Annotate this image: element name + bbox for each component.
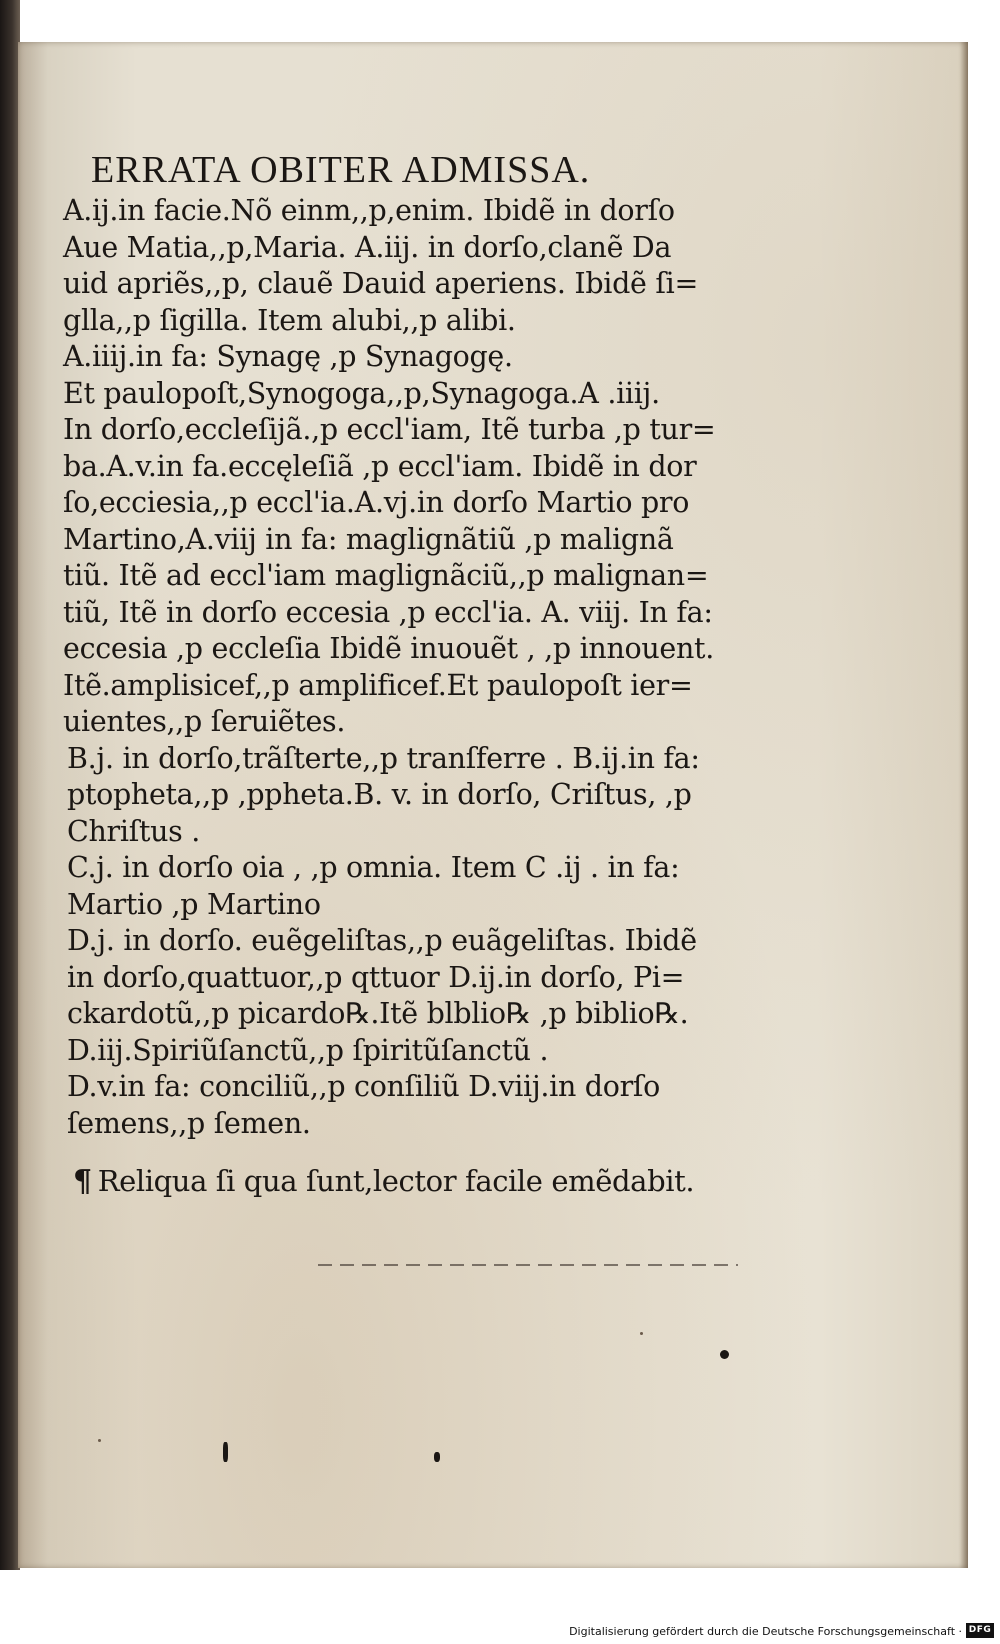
errata-line: tiũ, Itẽ in dorſo eccesia ,p eccl'ia. A. viij. In fa:: [63, 595, 713, 629]
errata-line: in dorſo,quattuor,,p qttuor D.ij.in dorſo, Pi=: [67, 960, 685, 994]
errata-line: A.ij.in facie.Nõ einm,,p,enim. Ibidẽ in dorſo: [63, 194, 675, 227]
errata-line: Martio ,p Martino: [67, 887, 321, 921]
errata-line: In dorſo,eccleſijã.,p eccl'iam, Itẽ turba ,p tur=: [63, 413, 716, 446]
errata-line: ba.A.v.in fa.eccęleſiã ,p eccl'iam. Ibidẽ in dor: [63, 449, 697, 483]
closing-text: Reliqua ſi qua ſunt,lector facile emẽdabit.: [97, 1164, 695, 1198]
binding-edge: [0, 0, 20, 1570]
top-margin: [0, 0, 975, 44]
paragraph-mark-icon: ¶: [73, 1164, 92, 1199]
errata-line: B.j. in dorſo,trãſterte,,p tranſferre . B.ij.in fa:: [67, 741, 700, 775]
errata-line: uid apriẽs,,p, clauẽ Dauid aperiens. Ibidẽ ſi=: [63, 267, 699, 300]
errata-line: D.iij.Spiriũſanctũ,,p ſpiritũſanctũ .: [67, 1033, 549, 1067]
errata-line: eccesia ,p eccleſia Ibidẽ inuouẽt , ,p innouent.: [63, 632, 714, 665]
errata-line: A.iiij.in fa: Synagę ,p Synagogę.: [63, 340, 513, 373]
errata-line: Aue Matia,,p,Maria. A.iij. in dorſo,clanẽ Da: [63, 230, 672, 264]
ink-speck: [223, 1442, 228, 1462]
footer-bar: [0, 1620, 1000, 1644]
ink-speck: [98, 1439, 101, 1442]
errata-heading: ERRATA OBITER ADMISSA.: [91, 149, 591, 191]
errata-line: C.j. in dorſo oia , ,p omnia. Item C .ij . in fa:: [67, 851, 680, 884]
ink-speck: [640, 1332, 643, 1335]
book-page: [18, 42, 968, 1568]
ink-speck: [720, 1350, 729, 1359]
errata-line: ckardotũ,,p picardo℞.Itẽ blblio℞ ,p biblio℞.: [67, 997, 689, 1030]
errata-line: D.v.in fa: conciliũ,,p conſiliũ D.viij.in dorſo: [67, 1070, 661, 1103]
errata-line: ſo,ecciesia,,p eccl'ia.A.vj.in dorſo Martio pro: [63, 486, 690, 519]
ink-speck: [434, 1452, 440, 1462]
errata-text-block: [63, 147, 763, 1201]
errata-line: D.j. in dorſo. euẽgeliſtas,,p euãgeliſtas. Ibidẽ: [67, 924, 697, 957]
errata-line: glla,,p ſigilla. Item alubi,,p alibi.: [63, 303, 516, 337]
errata-line: uientes,,p ſeruiẽtes.: [63, 705, 346, 738]
dfg-logo: DFG: [966, 1623, 994, 1638]
decorative-rule: [318, 1264, 738, 1266]
closing-note: [63, 1162, 763, 1201]
funding-credit: Digitalisierung gefördert durch die Deutsche Forschungsgemeinschaft ·: [569, 1625, 962, 1638]
errata-line: ptopheta,,p ,ppheta.B. v. in dorſo, Criſtus, ,p: [67, 778, 692, 811]
errata-line: ſemens,,p ſemen.: [67, 1106, 311, 1140]
errata-line: Itẽ.amplisicef,,p amplificef.Et paulopoſt ier=: [63, 668, 693, 702]
errata-line: Chriſtus .: [67, 814, 201, 848]
page-edge-shadow: [960, 42, 968, 1568]
errata-line: Et paulopoſt,Synogoga,,p,Synagoga.A .iiij.: [63, 376, 660, 410]
errata-line: Martino,A.viij in fa: maglignãtiũ ,p malignã: [63, 522, 674, 556]
errata-line: tiũ. Itẽ ad eccl'iam maglignãciũ,,p malignan=: [63, 559, 709, 592]
